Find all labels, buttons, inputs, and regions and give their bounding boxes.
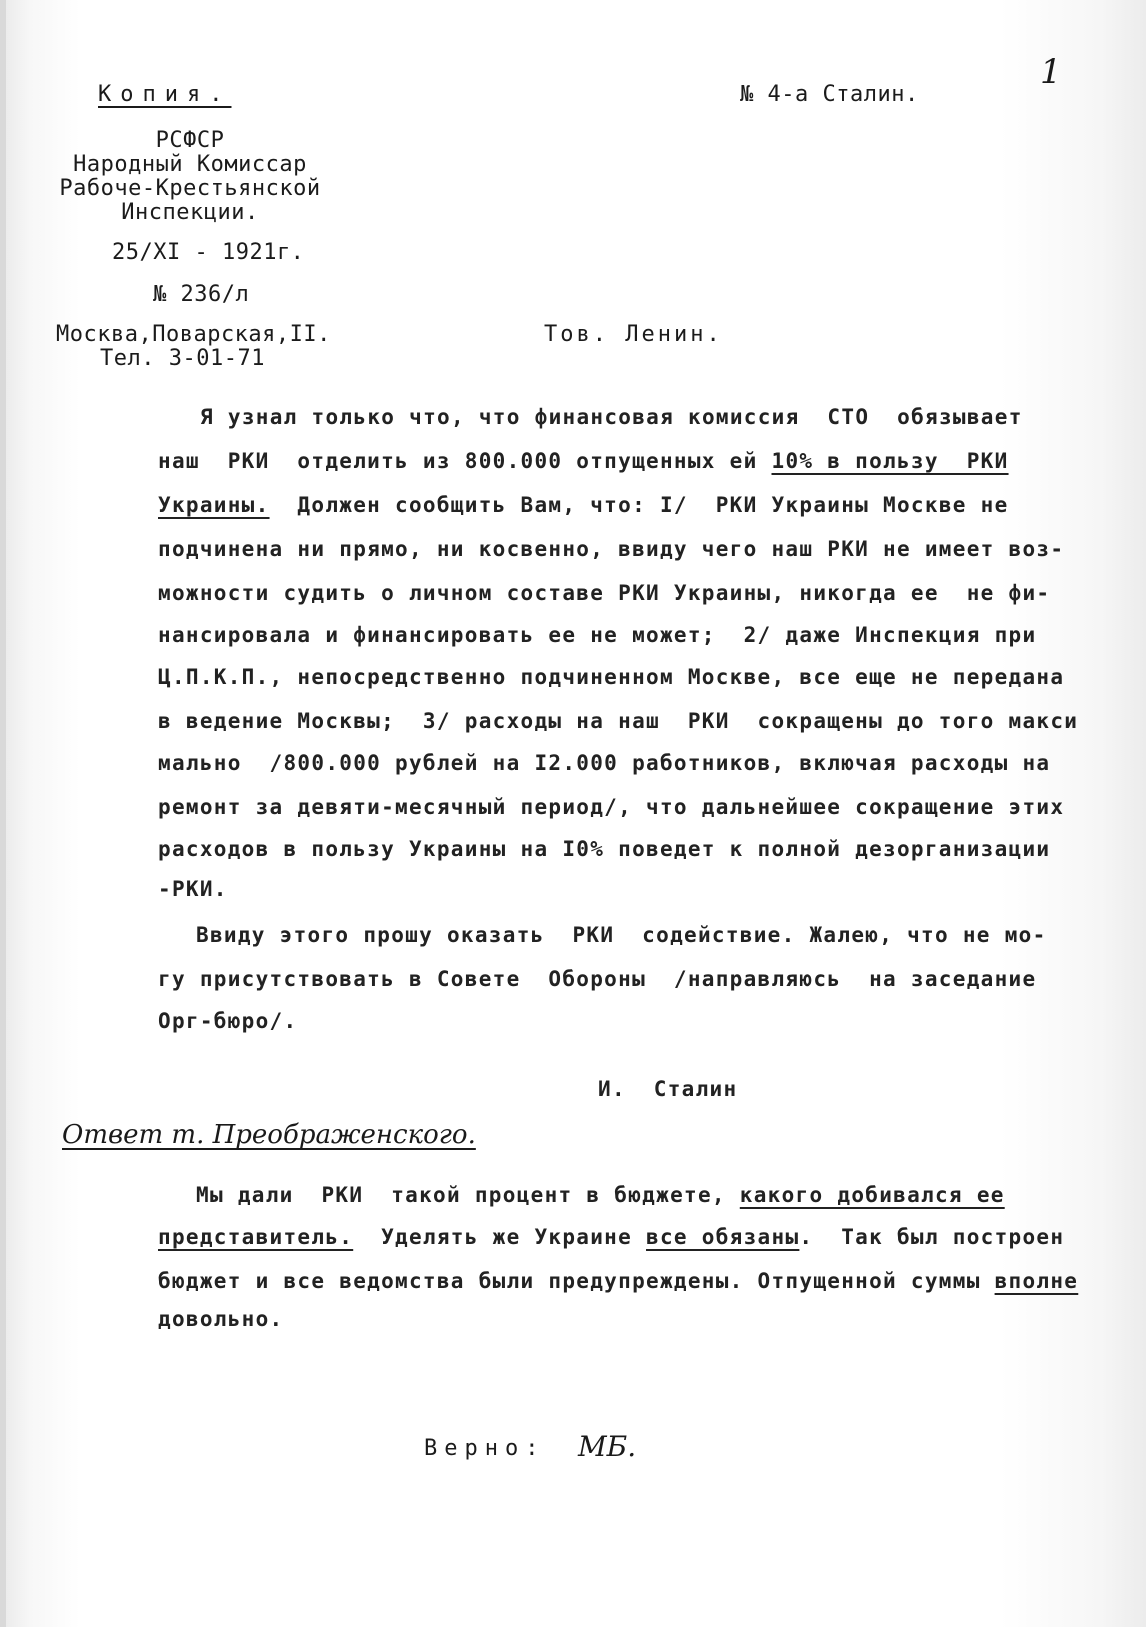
letter-line-14: гу присутствовать в Совете Обороны /направляюсь на заседание <box>158 967 1037 991</box>
underlined-representative-request: какого добивался ее <box>739 1183 1005 1207</box>
page-number: 1 <box>1040 52 1062 92</box>
org-line-3: Рабоче-Крестьянской <box>59 176 321 201</box>
letter-line-15: Орг-бюро/. <box>158 1009 298 1033</box>
certification-initials: МБ. <box>578 1430 637 1463</box>
letter-signature: И. Сталин <box>598 1077 738 1101</box>
scan-edge <box>0 0 6 1627</box>
addressee: Тов. Ленин. <box>544 322 723 347</box>
underlined-quite: вполне <box>994 1269 1079 1293</box>
reference-number: № 236/л <box>153 282 250 307</box>
reply-line-2-end: . Так был построен <box>799 1225 1065 1249</box>
org-line-1: РСФСР <box>155 128 225 153</box>
letter-line-9: мально /800.000 рублей на I2.000 работников, включая расходы на <box>158 751 1051 775</box>
letter-line-2 <box>158 448 1009 474</box>
org-line-2: Народный Комиссар <box>73 152 307 177</box>
letter-line-7: Ц.П.К.П., непосредственно подчиненном Москве, все еще не передана <box>158 665 1065 689</box>
letter-line-12: -РКИ. <box>158 877 228 901</box>
letter-line-10: ремонт за девяти-месячный период/, что дальнейшее сокращение этих <box>158 795 1065 819</box>
underlined-representative: представитель. <box>158 1225 354 1249</box>
letter-line-3-text: Должен сообщить Вам, что: I/ РКИ Украины Москве не <box>269 493 1009 517</box>
letter-line-6: нансировала и финансировать ее не может; 2/ даже Инспекция при <box>158 623 1037 647</box>
letter-line-3 <box>158 492 1009 518</box>
letter-line-2-text: наш РКИ отделить из 800.000 отпущенных ей <box>158 449 772 473</box>
reply-line-3-text: бюджет и все ведомства были предупреждены. Отпущенной суммы <box>158 1269 995 1293</box>
letter-line-8: в ведение Москвы; 3/ расходы на наш РКИ сокращены до того макси <box>158 709 1079 733</box>
reply-line-2 <box>158 1224 1064 1250</box>
underlined-all-obliged: все обязаны <box>646 1225 800 1249</box>
reply-line-4: довольно. <box>158 1307 284 1331</box>
underlined-ten-percent: 10% в пользу РКИ <box>771 449 1009 473</box>
phone: Тел. 3-01-71 <box>100 346 265 371</box>
certification-label: Верно: <box>424 1436 546 1461</box>
letter-line-5: можности судить о личном составе РКИ Украины, никогда ее не фи- <box>158 581 1051 605</box>
letter-line-1: Я узнал только что, что финансовая комиссия СТО обязывает <box>200 405 1023 429</box>
reply-line-1 <box>196 1182 1005 1208</box>
reply-line-3 <box>158 1268 1078 1294</box>
handwritten-reply-heading: Ответ т. Преображенского. <box>62 1120 476 1150</box>
reply-line-2-text: Уделять же Украине <box>353 1225 647 1249</box>
letter-line-13: Ввиду этого прошу оказать РКИ содействие. Жалею, что не мо- <box>196 923 1047 947</box>
address: Москва,Поварская,II. <box>56 322 331 347</box>
underlined-ukraine: Украины. <box>158 493 270 517</box>
letter-line-4: подчинена ни прямо, ни косвенно, ввиду чего наш РКИ не имеет воз- <box>158 537 1065 561</box>
document-number: № 4-а Сталин. <box>740 82 919 107</box>
document-date: 25/XI - 1921г. <box>112 240 305 265</box>
letter-line-11: расходов в пользу Украины на I0% поведет к полной дезорганизации <box>158 837 1051 861</box>
reply-line-1-text: Мы дали РКИ такой процент в бюджете, <box>196 1183 740 1207</box>
org-line-4: Инспекции. <box>121 200 259 225</box>
copy-label: Копия. <box>98 82 232 107</box>
